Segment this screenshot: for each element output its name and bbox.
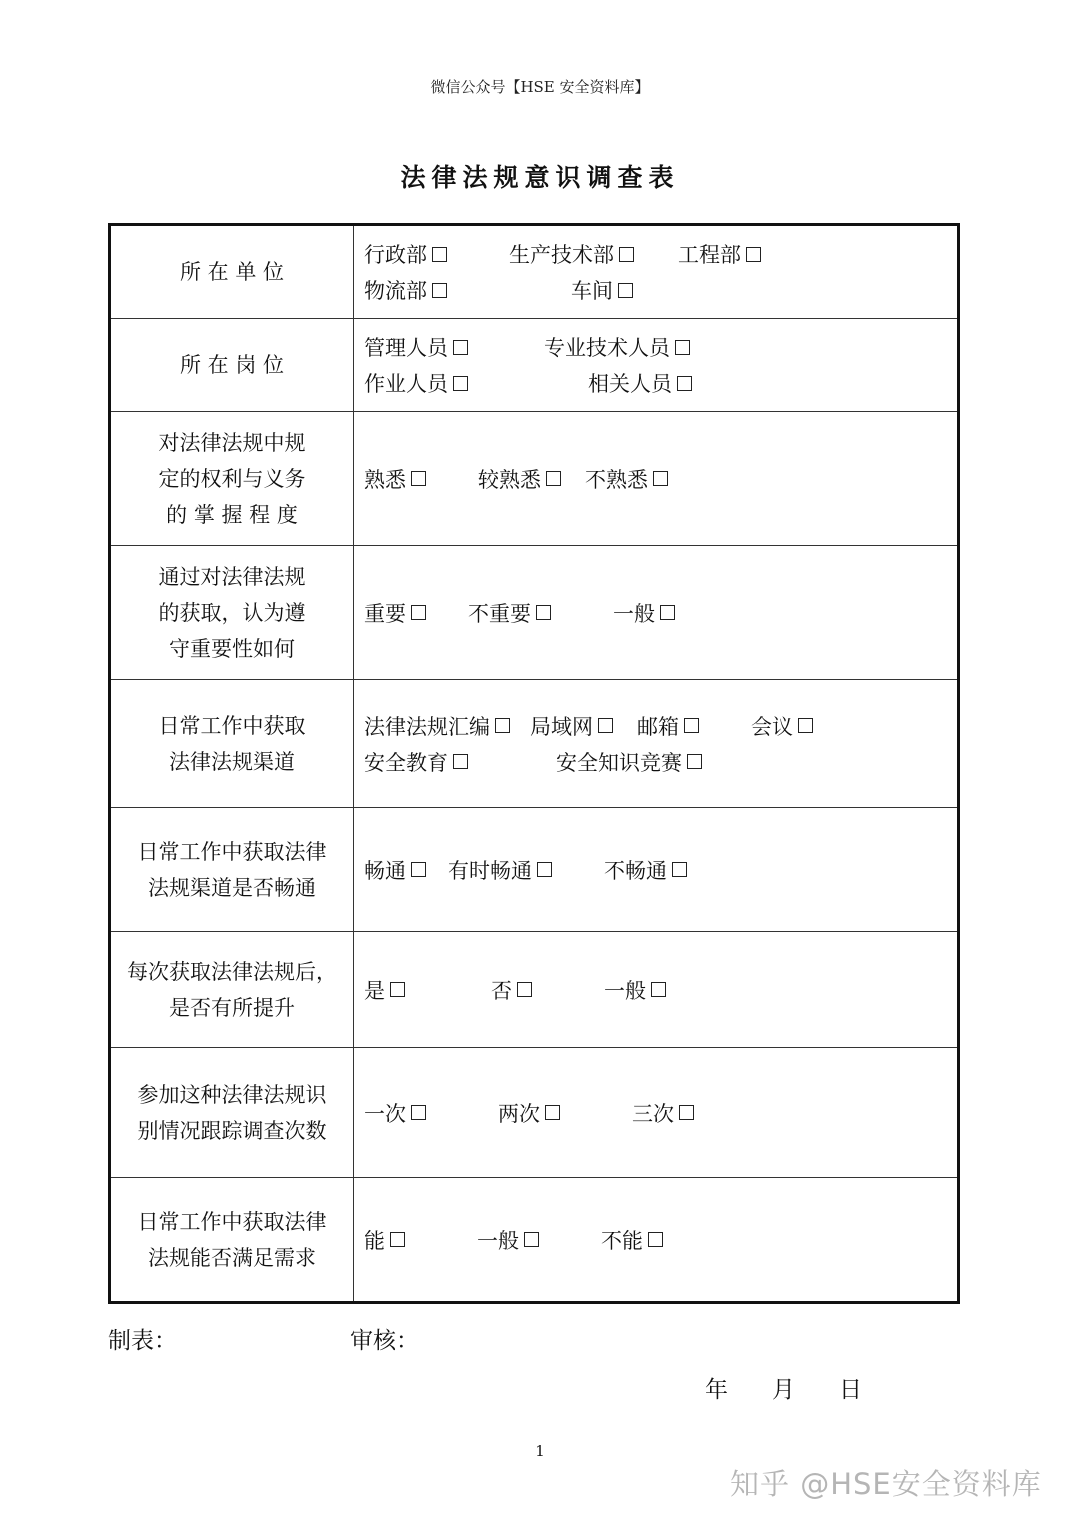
question-label-line: 别情况跟踪调查次数 (137, 1118, 327, 1143)
answer-options (354, 319, 959, 412)
option-label: 畅通 (364, 858, 406, 883)
checkbox[interactable] (672, 862, 687, 877)
checkbox[interactable] (524, 1232, 539, 1247)
date-day: 日 (839, 1377, 862, 1403)
question-label-line: 通过对法律法规 (158, 564, 306, 589)
checkbox[interactable] (495, 718, 510, 733)
checkbox[interactable] (453, 376, 468, 391)
checkbox[interactable] (546, 471, 561, 486)
page-number: 1 (535, 1442, 545, 1460)
question-label-line: 对法律法规中规 (158, 430, 306, 455)
answer-options (354, 808, 959, 932)
option-line (364, 461, 957, 497)
option-label: 车间 (571, 279, 613, 303)
question-label-line: 法规能否满足需求 (148, 1245, 316, 1270)
checkbox[interactable] (432, 247, 447, 262)
option-label: 不畅通 (604, 858, 667, 883)
checkbox[interactable] (390, 1232, 405, 1247)
question-label-line: 是否有所提升 (169, 995, 295, 1020)
option-line (364, 972, 957, 1008)
checkbox[interactable] (651, 982, 666, 997)
option-line (364, 1222, 957, 1258)
checkbox[interactable] (536, 605, 551, 620)
checkbox[interactable] (411, 862, 426, 877)
checkbox[interactable] (598, 718, 613, 733)
option[interactable] (556, 747, 702, 777)
checkbox[interactable] (653, 471, 668, 486)
option-label: 不重要 (468, 601, 531, 626)
question-label (110, 412, 354, 546)
checkbox[interactable] (537, 862, 552, 877)
option-line (364, 852, 957, 888)
option-label: 邮箱 (637, 714, 679, 739)
survey-row (110, 1178, 959, 1303)
question-label-line: 日常工作中获取法律 (137, 1209, 327, 1234)
checkbox[interactable] (453, 340, 468, 355)
option-label: 能 (364, 1228, 385, 1253)
option[interactable] (364, 1225, 405, 1255)
option-label: 生产技术部 (509, 243, 614, 267)
question-label (110, 1048, 354, 1178)
option-label: 熟悉 (364, 467, 406, 492)
option-label: 一般 (604, 978, 646, 1003)
option-label: 一般 (477, 1228, 519, 1253)
question-label-line: 日常工作中获取 (158, 713, 306, 738)
option[interactable] (509, 239, 634, 269)
option-label: 否 (491, 978, 512, 1003)
answer-options (354, 412, 959, 546)
checkbox[interactable] (453, 754, 468, 769)
option-line (364, 329, 957, 365)
option[interactable] (632, 1098, 694, 1128)
question-label (110, 680, 354, 808)
option-label: 法律法规汇编 (364, 714, 490, 739)
question-label-line: 参加这种法律法规识 (137, 1082, 327, 1107)
answer-options (354, 1178, 959, 1303)
survey-row (110, 808, 959, 932)
survey-table (108, 223, 960, 1304)
document-header: 微信公众号【HSE 安全资料库】 (430, 78, 650, 96)
option[interactable] (364, 368, 468, 398)
checkbox[interactable] (411, 1105, 426, 1120)
checkbox[interactable] (545, 1105, 560, 1120)
checkbox[interactable] (798, 718, 813, 733)
date-line (705, 1371, 862, 1404)
answer-options (354, 546, 959, 680)
checkbox[interactable] (619, 247, 634, 262)
option-line (364, 708, 957, 744)
question-label-line: 每次获取法律法规后， (127, 959, 337, 984)
survey-row (110, 932, 959, 1048)
option-line (364, 236, 957, 272)
made-by-label: 制表： (108, 1328, 177, 1354)
option[interactable] (364, 275, 447, 305)
question-label-line: 的获取，认为遵 (158, 600, 306, 625)
option-label: 专业技术人员 (544, 336, 670, 360)
option-label: 较熟悉 (478, 467, 541, 492)
question-label-line: 法律法规渠道 (169, 749, 295, 774)
survey-row (110, 546, 959, 680)
question-label (110, 1178, 354, 1303)
answer-options (354, 225, 959, 319)
question-label (110, 808, 354, 932)
option[interactable] (613, 598, 675, 628)
checkbox[interactable] (675, 340, 690, 355)
option[interactable] (364, 1098, 426, 1128)
option-label: 不能 (601, 1228, 643, 1253)
option[interactable] (468, 598, 551, 628)
checkbox[interactable] (411, 471, 426, 486)
option-label: 会议 (751, 714, 793, 739)
option-label: 是 (364, 978, 385, 1003)
option[interactable] (678, 239, 761, 269)
option-label: 工程部 (678, 243, 741, 267)
date-year: 年 (705, 1377, 728, 1403)
question-label (110, 319, 354, 412)
checkbox[interactable] (517, 982, 532, 997)
option[interactable] (364, 855, 426, 885)
option[interactable] (448, 855, 552, 885)
option[interactable] (585, 464, 668, 494)
question-label-line: 定的权利与义务 (158, 466, 306, 491)
option-label: 管理人员 (364, 336, 448, 360)
option[interactable] (478, 464, 561, 494)
option[interactable] (604, 855, 687, 885)
survey-row (110, 680, 959, 808)
checkbox[interactable] (390, 982, 405, 997)
option[interactable] (477, 1225, 539, 1255)
option-line (364, 744, 957, 780)
answer-options (354, 932, 959, 1048)
option-label: 局域网 (530, 714, 593, 739)
checkbox[interactable] (746, 247, 761, 262)
option-label: 行政部 (364, 243, 427, 267)
document-title: 法律法规意识调查表 (400, 163, 680, 192)
answer-options (354, 680, 959, 808)
survey-row (110, 225, 959, 319)
question-label (110, 932, 354, 1048)
option-label: 三次 (632, 1101, 674, 1126)
option-line (364, 595, 957, 631)
option-line (364, 1095, 957, 1131)
option[interactable] (491, 975, 532, 1005)
option-label: 一般 (613, 601, 655, 626)
option[interactable] (364, 747, 468, 777)
question-label-line: 所 在 单 位 (179, 260, 285, 284)
option-label: 不熟悉 (585, 467, 648, 492)
checkbox[interactable] (618, 283, 633, 298)
option-label: 安全知识竞赛 (556, 750, 682, 775)
question-label-line: 日常工作中获取法律 (137, 839, 327, 864)
option-label: 相关人员 (588, 372, 672, 396)
option-label: 有时畅通 (448, 858, 532, 883)
checkbox[interactable] (411, 605, 426, 620)
question-label-line: 所 在 岗 位 (179, 353, 285, 377)
option[interactable] (498, 1098, 560, 1128)
checkbox[interactable] (677, 376, 692, 391)
survey-row (110, 319, 959, 412)
checkbox[interactable] (684, 718, 699, 733)
question-label (110, 546, 354, 680)
option[interactable] (751, 711, 813, 741)
option-line (364, 365, 957, 401)
checkbox[interactable] (679, 1105, 694, 1120)
option-label: 安全教育 (364, 750, 448, 775)
reviewed-by-label: 审核： (350, 1328, 419, 1354)
option-line (364, 272, 957, 308)
date-month: 月 (772, 1377, 795, 1403)
question-label-line: 法规渠道是否畅通 (148, 875, 316, 900)
option[interactable] (530, 711, 613, 741)
survey-row (110, 1048, 959, 1178)
option[interactable] (364, 239, 447, 269)
option[interactable] (364, 598, 426, 628)
question-label-line: 的 掌 握 程 度 (166, 502, 298, 527)
option-label: 两次 (498, 1101, 540, 1126)
option[interactable] (364, 975, 405, 1005)
option[interactable] (364, 464, 426, 494)
option[interactable] (571, 275, 633, 305)
option[interactable] (588, 368, 692, 398)
answer-options (354, 1048, 959, 1178)
checkbox[interactable] (687, 754, 702, 769)
checkbox[interactable] (660, 605, 675, 620)
option[interactable] (364, 332, 468, 362)
option-label: 重要 (364, 601, 406, 626)
option[interactable] (544, 332, 690, 362)
option[interactable] (601, 1225, 663, 1255)
option[interactable] (364, 711, 510, 741)
survey-row (110, 412, 959, 546)
checkbox[interactable] (648, 1232, 663, 1247)
question-label (110, 225, 354, 319)
question-label-line: 守重要性如何 (169, 636, 295, 661)
watermark: 知乎 @HSE安全资料库 (730, 1467, 1042, 1501)
checkbox[interactable] (432, 283, 447, 298)
option[interactable] (604, 975, 666, 1005)
option-label: 物流部 (364, 279, 427, 303)
option-label: 一次 (364, 1101, 406, 1126)
option-label: 作业人员 (364, 372, 448, 396)
option[interactable] (637, 711, 699, 741)
